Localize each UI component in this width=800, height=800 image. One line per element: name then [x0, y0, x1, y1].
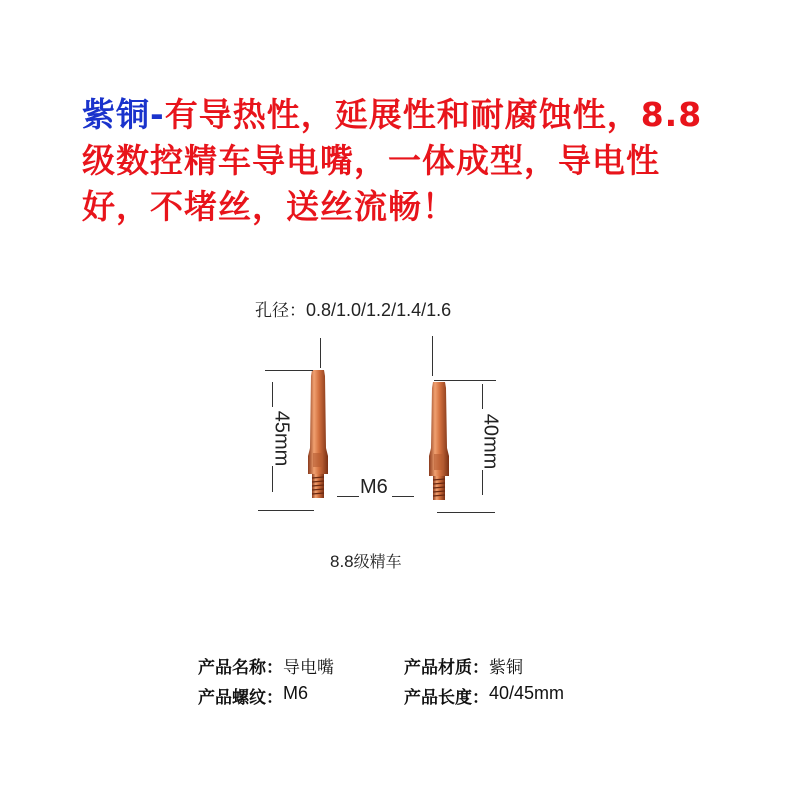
length-label-right: 40mm: [479, 413, 502, 470]
spec-value: 紫铜: [489, 657, 523, 678]
headline-accent: 紫铜-: [82, 95, 165, 134]
spec-value: 导电嘴: [283, 657, 334, 678]
length-label-left: 45mm: [270, 410, 293, 467]
aperture-value: 0.8/1.0/1.2/1.4/1.6: [306, 300, 452, 320]
spec-key: 产品材质：: [404, 657, 489, 678]
dimension-line: [258, 510, 314, 511]
spec-row: [198, 680, 610, 710]
aperture-spec: [255, 296, 451, 321]
dimension-line: [432, 336, 433, 376]
headline-body: 有导热性，延展性和耐腐蚀性，8.8级数控精车导电嘴，一体成型，导电性好，不堵丝，送丝流畅！: [82, 95, 703, 226]
thread-label: M6: [360, 476, 388, 498]
dimension-line: [272, 466, 273, 492]
grade-number: 8.8: [330, 552, 354, 571]
spec-key: 产品名称：: [198, 657, 283, 678]
contact-tip-45mm-image: [298, 368, 338, 503]
contact-tip-40mm-image: [419, 380, 459, 502]
spec-item-name: [198, 653, 404, 678]
headline: [82, 92, 722, 230]
spec-row: [198, 650, 610, 680]
spec-table: [198, 650, 610, 710]
spec-value: M6: [283, 682, 309, 703]
dimension-line: [272, 382, 273, 407]
dimension-line: [265, 370, 313, 371]
spec-key: 产品长度：: [404, 687, 489, 708]
spec-value: 40/45mm: [489, 682, 565, 703]
spec-item-thread: [198, 683, 404, 708]
dimension-line: [482, 470, 483, 495]
aperture-label: 孔径：: [255, 301, 306, 321]
grade-text: 级精车: [353, 552, 402, 571]
spec-item-length: [404, 683, 610, 708]
dimension-line: [434, 380, 496, 381]
dimension-line: [320, 338, 321, 368]
dimension-line: [437, 512, 495, 513]
dimension-line: [337, 496, 359, 497]
dimension-line: [392, 496, 414, 497]
spec-item-material: [404, 653, 610, 678]
dimension-line: [482, 384, 483, 409]
grade-label: [330, 549, 402, 572]
spec-key: 产品螺纹：: [198, 687, 283, 708]
